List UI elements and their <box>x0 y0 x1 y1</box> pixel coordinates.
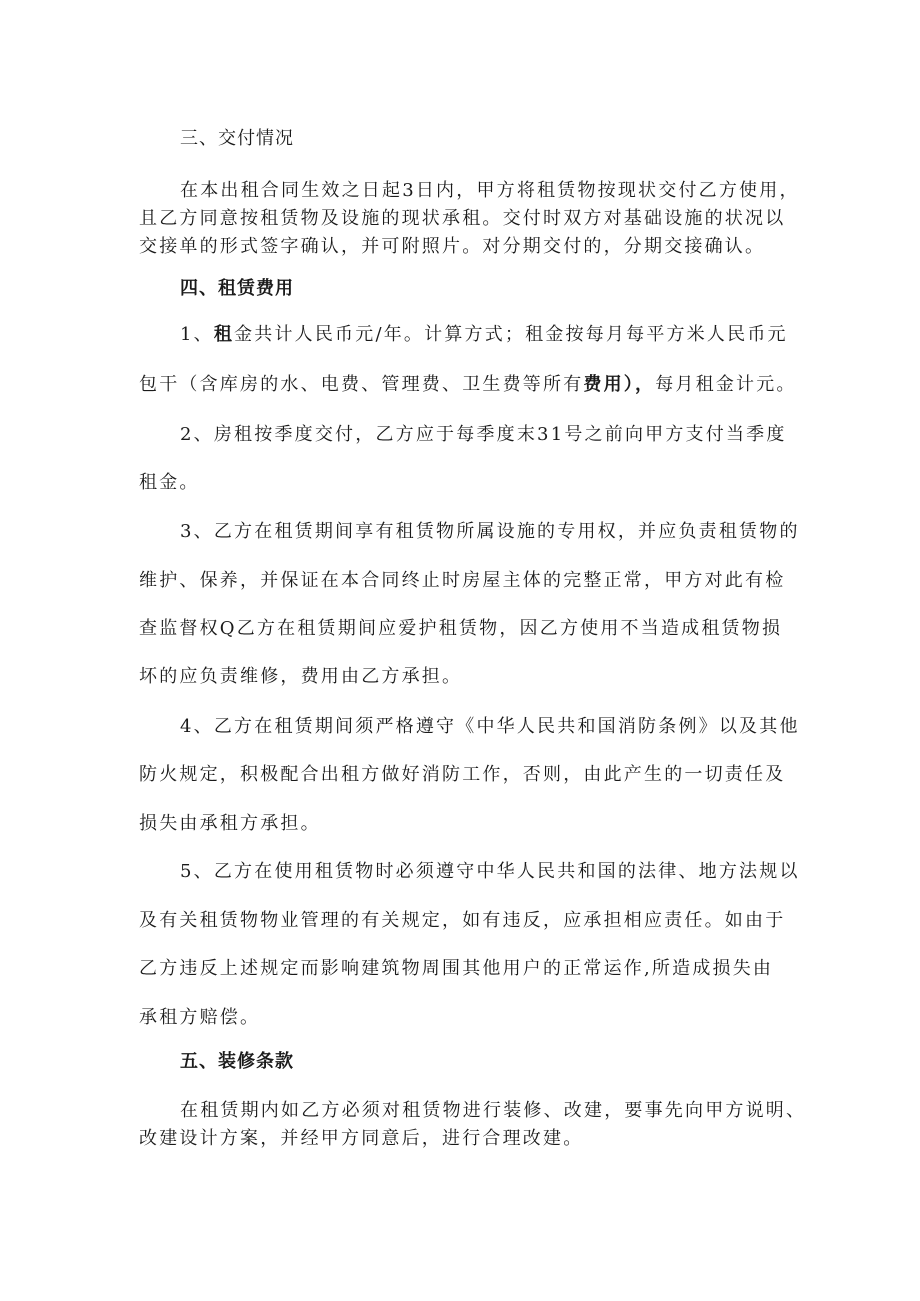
item-text: 金共计人民币元/年。计算方式；租金按每月每平方米人民币元 <box>234 324 788 345</box>
paragraph-line: 租金。 <box>139 472 200 493</box>
bold-text: 租 <box>213 324 235 345</box>
bold-text: 费用）， <box>583 374 656 395</box>
paragraph-line: 及有关租赁物物业管理的有关规定，如有违反，应承担相应责任。如由于 <box>139 910 786 931</box>
section-heading-renovation: 五、装修条款 <box>180 1051 294 1072</box>
paragraph-line: 坏的应负责维修，费用由乙方承担。 <box>139 666 463 687</box>
paragraph-line: 损失由承租方承担。 <box>139 813 321 834</box>
item-text: 每月租金计元。 <box>655 374 797 395</box>
paragraph-line: 3、乙方在租赁期间享有租赁物所属设施的专用权，并应负责租赁物的 <box>180 521 800 542</box>
paragraph-line: 维护、保养，并保证在本合同终止时房屋主体的完整正常，甲方对此有检 <box>139 570 786 591</box>
paragraph-line: 乙方违反上述规定而影响建筑物周围其他用户的正常运作,所造成损失由 <box>139 958 774 979</box>
paragraph-line: 在租赁期内如乙方必须对租赁物进行装修、改建，要事先向甲方说明、 <box>180 1100 807 1121</box>
paragraph-line: 5、乙方在使用租赁物时必须遵守中华人民共和国的法律、地方法规以 <box>180 861 800 882</box>
paragraph-line: 2、房租按季度交付，乙方应于每季度末31号之前向甲方支付当季度 <box>180 424 787 445</box>
paragraph-line: 承租方赔偿。 <box>139 1007 261 1028</box>
paragraph-line: 在本出租合同生效之日起3日内，甲方将租赁物按现状交付乙方使用， <box>180 180 800 201</box>
paragraph-line: 交接单的形式签字确认，并可附照片。对分期交付的，分期交接确认。 <box>139 236 766 257</box>
item-number: 1、 <box>180 324 214 345</box>
paragraph-line: 4、乙方在租赁期间须严格遵守《中华人民共和国消防条例》以及其他 <box>180 716 800 737</box>
item-text: 包干（含库房的水、电费、管理费、卫生费等所有 <box>139 374 584 395</box>
paragraph-line: 查监督权Q乙方在租赁期间应爱护租赁物，因乙方使用不当造成租赁物损 <box>139 618 783 639</box>
paragraph-line <box>139 370 797 396</box>
paragraph-line: 且乙方同意按租赁物及设施的现状承租。交付时双方对基础设施的状况以 <box>139 208 786 229</box>
paragraph-line <box>180 320 788 346</box>
section-heading-delivery: 三、交付情况 <box>180 128 294 149</box>
paragraph-line: 防火规定，积极配合出租方做好消防工作，否则，由此产生的一切责任及 <box>139 764 786 785</box>
paragraph-line: 改建设计方案，并经甲方同意后，进行合理改建。 <box>139 1128 584 1149</box>
section-heading-rent-fees: 四、租赁费用 <box>180 278 294 299</box>
